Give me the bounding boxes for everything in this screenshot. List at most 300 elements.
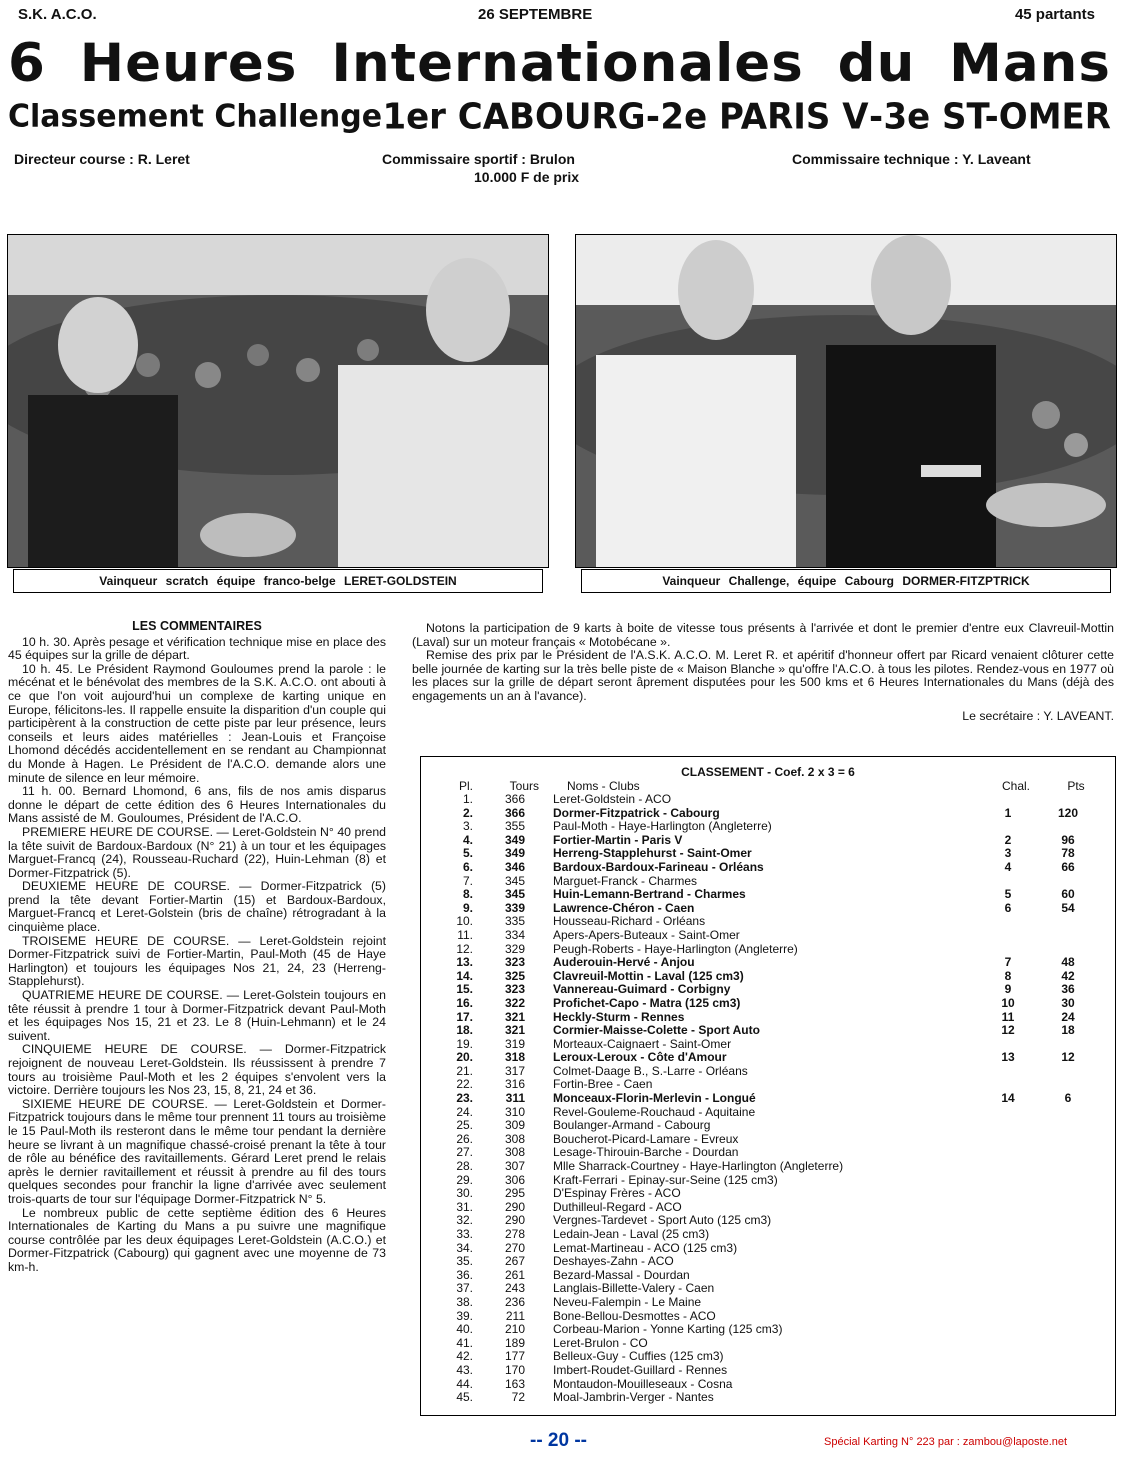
cell-name: Bezard-Massal - Dourdan [553, 1267, 690, 1282]
cell-pts [1033, 875, 1103, 889]
cell-name: Colmet-Daage B., S.-Larre - Orléans [553, 1063, 748, 1078]
cell-chal [983, 1391, 1033, 1405]
cell-pts [1033, 1065, 1103, 1079]
cell-place: 2. [462, 805, 473, 820]
table-row [421, 1323, 1115, 1337]
paragraph: 11 h. 00. Bernard Lhomond, 6 ans, fils de nos amis disparus donne le départ de cette édition des 6 Heures Internationales du Mans assisté de M. Gouloumes, Président de l'A.C.O. [8, 784, 386, 826]
paragraph: 10 h. 30. Après pesage et vérification technique mise en place des 45 équipes sur la grille de départ. [8, 634, 386, 663]
cell-name: Corbeau-Marion - Yonne Karting (125 cm3) [553, 1322, 783, 1337]
cell-tours: 310 [504, 1104, 525, 1119]
table-row [421, 970, 1115, 984]
cell-place: 21. [456, 1063, 473, 1078]
cell-tours: 311 [505, 1091, 525, 1106]
cell-tours: 335 [504, 914, 525, 929]
photo-left-caption: Vainqueur scratch équipe franco-belge LERET-GOLDSTEIN [13, 569, 543, 593]
cell-name: Revel-Gouleme-Rouchaud - Aquitaine [553, 1104, 756, 1119]
cell-tours: 321 [504, 1023, 525, 1038]
table-row [421, 1106, 1115, 1120]
table-row [421, 793, 1115, 807]
table-row [421, 1133, 1115, 1147]
cell-pts [1033, 1038, 1103, 1052]
table-row [421, 1011, 1115, 1025]
paragraph: 10 h. 45. Le Président Raymond Gouloumes prend la parole : le mécénat et le bénévolat des membres de la S.K. A.C.O. ont abouti à ce que l'on voit aujourd'hui un complexe de karting unique en Europe, félicitons-les. Il rappelle ensuite la disparition d'un couple qui participèrent à la construction de cette piste par leur présence, leurs conseils et leurs aides matérielles : Jean-Louis et Françoise Lhomond décédés accidentellement en se rendant au Championnat du Monde à Hagen. Le Président de l'A.C.O. demande alors une minute de silence en leur mémoire. [8, 661, 386, 785]
table-row [421, 1269, 1115, 1283]
table-row [421, 997, 1115, 1011]
cell-place: 11. [457, 927, 473, 942]
page-title [8, 33, 1111, 94]
cell-chal [983, 1078, 1033, 1092]
cell-name: Bardoux-Bardoux-Farineau - Orléans [553, 859, 764, 874]
cell-place: 19. [456, 1036, 473, 1051]
cell-pts [1033, 1378, 1103, 1392]
table-row [421, 820, 1115, 834]
cell-chal: 10 [1001, 995, 1015, 1010]
cell-tours: 295 [504, 1186, 525, 1201]
cell-tours: 366 [504, 792, 525, 806]
photo-challenge-image [576, 235, 1116, 567]
cell-place: 38. [456, 1294, 473, 1309]
cell-tours: 322 [504, 995, 525, 1010]
cell-chal: 2 [1004, 832, 1012, 847]
cell-chal [983, 915, 1033, 929]
cell-name: Herreng-Stapplehurst - Saint-Omer [553, 846, 752, 861]
cell-place: 5. [462, 846, 473, 861]
cell-chal [983, 1160, 1033, 1174]
cell-name: Leret-Brulon - CO [553, 1335, 648, 1350]
cell-pts: 96 [1061, 832, 1075, 847]
col-pts: Pts [1067, 779, 1085, 793]
cell-place: 1. [462, 792, 473, 806]
cell-tours: 308 [504, 1145, 525, 1160]
title-word: du [837, 33, 916, 94]
commentaires-column [8, 620, 386, 1275]
cell-pts [1033, 1296, 1103, 1310]
cell-place: 7. [462, 873, 473, 888]
cell-place: 8. [462, 887, 473, 902]
cell-pts [1033, 915, 1103, 929]
table-row [421, 1024, 1115, 1038]
cell-place: 39. [456, 1308, 473, 1323]
table-row [421, 1310, 1115, 1324]
cell-name: Clavreuil-Mottin - Laval (125 cm3) [553, 968, 744, 983]
table-row [421, 1337, 1115, 1351]
subtitle-second: 2e PARIS V [660, 96, 869, 138]
cell-name: Peugh-Roberts - Haye-Harlington (Angleterre) [553, 941, 798, 956]
cell-pts [1033, 1187, 1103, 1201]
cell-tours: 346 [504, 859, 525, 874]
table-row [421, 1255, 1115, 1269]
cell-tours: 334 [504, 927, 525, 942]
cell-tours: 318 [504, 1050, 525, 1065]
paragraph: Notons la participation de 9 karts à boite de vitesse tous présents à l'arrivée et dont le premier d'entre eux Clavreuil-Mottin (Laval) sur un moteur français « Motobécane ». [412, 621, 1114, 649]
title-word: Heures [79, 33, 298, 94]
cell-tours: 290 [504, 1213, 525, 1228]
cell-name: Fortier-Martin - Paris V [553, 832, 683, 847]
cell-tours: 243 [504, 1281, 525, 1296]
paragraph: DEUXIEME HEURE DE COURSE. — Dormer-Fitzpatrick (5) prend la tête devant Fortier-Martin (15) et Bardoux-Bardoux, Marguet-Francq et Leret-Golstein (bris de chaîne) rétrogradant à la cinquième place. [8, 879, 386, 935]
cell-pts: 48 [1061, 955, 1075, 970]
page-number: -- 20 -- [530, 1430, 587, 1451]
cell-pts [1033, 820, 1103, 834]
cell-tours: 349 [504, 846, 525, 861]
col-tours: Tours [509, 779, 539, 793]
cell-chal [983, 1378, 1033, 1392]
table-row [421, 1391, 1115, 1405]
cell-pts [1033, 1364, 1103, 1378]
cell-chal: 11 [1001, 1009, 1015, 1024]
table-row [421, 983, 1115, 997]
cell-place: 10. [456, 914, 473, 929]
title-word: 6 [8, 33, 46, 94]
cell-chal: 13 [1001, 1050, 1015, 1065]
cell-place: 16. [456, 995, 473, 1010]
cell-place: 4. [462, 832, 473, 847]
footer-credit: Spécial Karting N° 223 par : zambou@laposte.net [824, 1436, 1068, 1448]
cell-pts [1033, 1133, 1103, 1147]
cell-place: 40. [456, 1322, 473, 1337]
cell-chal [983, 1146, 1033, 1160]
cell-pts [1033, 1323, 1103, 1337]
commissaire-technique: Commissaire technique : Y. Laveant [792, 151, 1031, 167]
cell-pts [1033, 1282, 1103, 1296]
table-row [421, 1364, 1115, 1378]
cell-pts: 6 [1064, 1091, 1072, 1106]
cell-chal [983, 1038, 1033, 1052]
cell-chal: 14 [1001, 1091, 1015, 1106]
table-row [421, 915, 1115, 929]
cell-name: Montaudon-Mouilleseaux - Cosna [553, 1376, 733, 1391]
cell-chal [983, 1255, 1033, 1269]
cell-pts [1033, 1078, 1103, 1092]
cell-tours: 319 [504, 1036, 525, 1051]
cell-tours: 316 [504, 1077, 525, 1092]
cell-chal [983, 1174, 1033, 1188]
cell-name: Ledain-Jean - Laval (25 cm3) [553, 1227, 710, 1241]
cell-place: 20. [456, 1050, 473, 1065]
cell-name: Lemat-Martineau - ACO (125 cm3) [553, 1240, 738, 1255]
cell-chal [983, 1106, 1033, 1120]
cell-name: Marguet-Franck - Charmes [553, 873, 698, 888]
cell-chal [983, 1187, 1033, 1201]
table-row [421, 929, 1115, 943]
cell-tours: 308 [504, 1131, 525, 1146]
cell-tours: 210 [504, 1322, 525, 1337]
cell-chal [983, 1119, 1033, 1133]
cell-place: 9. [462, 900, 473, 915]
table-row [421, 1160, 1115, 1174]
cell-chal: 12 [1001, 1023, 1015, 1038]
cell-chal [983, 1228, 1033, 1242]
cell-chal: 6 [1004, 900, 1012, 915]
cell-name: Lesage-Thirouin-Barche - Dourdan [553, 1145, 739, 1160]
notes-column [412, 622, 1114, 723]
cell-tours: 170 [504, 1362, 525, 1377]
cell-name: Leroux-Leroux - Côte d'Amour [553, 1050, 727, 1065]
signature: Le secrétaire : Y. LAVEANT. [962, 708, 1114, 723]
cell-name: Dormer-Fitzpatrick - Cabourg [553, 805, 720, 820]
cell-chal: 3 [1004, 846, 1012, 861]
cell-place: 17. [456, 1009, 473, 1024]
cell-name: Neveu-Falempin - Le Maine [553, 1294, 702, 1309]
cell-place: 41. [456, 1335, 473, 1350]
cell-name: Profichet-Capo - Matra (125 cm3) [553, 995, 741, 1010]
photo-scratch-image [8, 235, 548, 567]
cell-chal: 8 [1004, 968, 1012, 983]
title-word: Internationales [331, 33, 804, 94]
cell-pts [1033, 1228, 1103, 1242]
table-row [421, 943, 1115, 957]
cell-pts [1033, 943, 1103, 957]
cell-place: 15. [456, 982, 473, 997]
cell-name: D'Espinay Frères - ACO [553, 1186, 681, 1201]
cell-pts [1033, 1174, 1103, 1188]
cell-pts: 24 [1061, 1009, 1075, 1024]
cell-place: 3. [462, 819, 473, 834]
cell-name: Paul-Moth - Haye-Harlington (Angleterre) [553, 819, 772, 834]
cell-name: Vannereau-Guimard - Corbigny [553, 982, 731, 997]
paragraph: Le nombreux public de cette septième édition des 6 Heures Internationales de Karting du Mans a pu suivre une magnifique course contrôlée par les deux équipages Leret-Goldstein (A.C.O.) et Dormer-Fitzpatrick (Cabourg) qui gagnent avec une moyenne de 73 km-h. [8, 1205, 386, 1274]
cell-pts: 78 [1061, 846, 1075, 861]
table-row [421, 1296, 1115, 1310]
table-row [421, 1051, 1115, 1065]
cell-place: 32. [456, 1213, 473, 1228]
cell-pts: 42 [1061, 968, 1075, 983]
cell-pts [1033, 929, 1103, 943]
header-partants: 45 partants [1014, 6, 1095, 23]
cell-chal [983, 793, 1033, 807]
subtitle-first: 1er CABOURG [382, 96, 646, 138]
cell-place: 44. [456, 1376, 473, 1391]
cell-pts [1033, 1350, 1103, 1364]
cell-name: Imbert-Roudet-Guillard - Rennes [553, 1362, 728, 1377]
cell-name: Belleux-Guy - Cuffies (125 cm3) [553, 1349, 724, 1364]
cell-tours: 278 [504, 1227, 525, 1241]
cell-place: 27. [456, 1145, 473, 1160]
prize-money: 10.000 F de prix [474, 169, 580, 185]
cell-tours: 339 [504, 900, 525, 915]
cell-place: 31. [456, 1199, 473, 1214]
paragraph: SIXIEME HEURE DE COURSE. — Leret-Goldstein et Dormer-Fitzpatrick toujours dans le même tour prennent 11 tours au troisième le 15 Paul-Moth ils resteront dans le même tour pendant la dernière heure se livrant à un magnifique chassé-croisé prenant la tête à tour de rôle au bénéfice des ravitaillements. Gérard Leret prend le relais après le dernier ravitaillement et réussit à prendre au fil des tours quelques secondes pour franchir la ligne d'arrivée avec seulement trois-quarts de tour sur l'équipage Dormer-Fitzpatrick N° 5. [8, 1096, 386, 1206]
cell-pts: 18 [1061, 1023, 1075, 1038]
cell-tours: 236 [504, 1294, 525, 1309]
cell-name: Moal-Jambrin-Verger - Nantes [553, 1390, 714, 1405]
table-row [421, 1201, 1115, 1215]
photo-right-caption: Vainqueur Challenge, équipe Cabourg DORMER-FITZPTRICK [581, 569, 1111, 593]
cell-pts [1033, 1214, 1103, 1228]
table-row [421, 1242, 1115, 1256]
cell-chal [983, 1269, 1033, 1283]
cell-tours: 306 [504, 1172, 525, 1187]
cell-place: 12. [456, 941, 473, 956]
cell-tours: 290 [504, 1199, 525, 1214]
cell-chal [983, 1201, 1033, 1215]
cell-chal: 1 [1004, 805, 1012, 820]
table-row [421, 1214, 1115, 1228]
cell-tours: 211 [505, 1308, 525, 1323]
title-word: Mans [949, 33, 1111, 94]
cell-tours: 345 [504, 887, 525, 902]
table-row [421, 834, 1115, 848]
subtitle-sep: - [645, 96, 661, 138]
cell-tours: 72 [511, 1390, 525, 1405]
cell-chal [983, 1214, 1033, 1228]
cell-pts: 66 [1061, 859, 1075, 874]
header-date: 26 SEPTEMBRE [478, 6, 593, 23]
cell-tours: 366 [504, 805, 525, 820]
table-row [421, 861, 1115, 875]
cell-place: 30. [456, 1186, 473, 1201]
subtitle-third: 3e ST-OMER [883, 96, 1111, 138]
cell-place: 25. [456, 1118, 473, 1133]
col-noms: Noms - Clubs [567, 779, 640, 793]
cell-tours: 317 [504, 1063, 525, 1078]
cell-pts [1033, 1106, 1103, 1120]
table-row [421, 807, 1115, 821]
cell-chal: 4 [1004, 859, 1012, 874]
table-row [421, 1146, 1115, 1160]
cell-name: Kraft-Ferrari - Epinay-sur-Seine (125 cm3) [553, 1172, 778, 1187]
cell-tours: 329 [504, 941, 525, 956]
cell-tours: 345 [504, 873, 525, 888]
cell-pts [1033, 1310, 1103, 1324]
cell-pts [1033, 1255, 1103, 1269]
paragraph: PREMIERE HEURE DE COURSE. — Leret-Goldstein N° 40 prend la tête suivit de Bardoux-Bardoux (N° 21) à un tour et les équipages Marguet-Francq (24), Rousseau-Ruchard (22), Huin-Lehman (8) et Dormer-Fitzpatrick (5). [8, 824, 386, 880]
page-subtitle [8, 93, 1111, 141]
cell-tours: 270 [504, 1240, 525, 1255]
cell-chal [983, 820, 1033, 834]
cell-tours: 307 [504, 1159, 525, 1174]
cell-pts [1033, 793, 1103, 807]
cell-tours: 323 [504, 955, 525, 970]
table-row [421, 1187, 1115, 1201]
cell-pts [1033, 1146, 1103, 1160]
cell-tours: 323 [504, 982, 525, 997]
classement-title: CLASSEMENT - Coef. 2 x 3 = 6 [681, 765, 855, 779]
commentaires-title: LES COMMENTAIRES [132, 619, 262, 633]
cell-name: Morteaux-Caignaert - Saint-Omer [553, 1036, 732, 1051]
paragraph: QUATRIEME HEURE DE COURSE. — Leret-Golstein toujours en tête réussit à prendre 1 tour à Dormer-Fitzpatrick devant Paul-Moth et les équipages Nos 15, 21 et 23. Le 8 (Huin-Lehmann) et le 24 suivent. [8, 988, 386, 1043]
cell-tours: 177 [504, 1349, 525, 1364]
cell-place: 45. [456, 1390, 473, 1405]
cell-place: 36. [456, 1267, 473, 1282]
cell-chal [983, 1282, 1033, 1296]
cell-name: Auderouin-Hervé - Anjou [553, 955, 695, 970]
table-row [421, 1350, 1115, 1364]
cell-name: Monceaux-Florin-Merlevin - Longué [553, 1091, 756, 1106]
cell-pts [1033, 1242, 1103, 1256]
cell-place: 28. [456, 1159, 473, 1174]
cell-name: Deshayes-Zahn - ACO [553, 1254, 674, 1269]
table-row [421, 875, 1115, 889]
cell-pts: 120 [1057, 805, 1079, 820]
table-row [421, 1065, 1115, 1079]
cell-place: 26. [456, 1131, 473, 1146]
cell-tours: 189 [504, 1335, 525, 1350]
cell-pts [1033, 1391, 1103, 1405]
cell-pts [1033, 1269, 1103, 1283]
cell-name: Lawrence-Chéron - Caen [553, 900, 695, 915]
table-row [421, 1119, 1115, 1133]
cell-pts: 12 [1061, 1050, 1075, 1065]
photo-challenge-winners [575, 234, 1117, 568]
cell-pts [1033, 1119, 1103, 1133]
cell-pts: 54 [1061, 900, 1075, 915]
cell-name: Vergnes-Tardevet - Sport Auto (125 cm3) [553, 1213, 772, 1228]
cell-place: 43. [456, 1362, 473, 1377]
cell-name: Duthilleul-Regard - ACO [553, 1199, 682, 1214]
cell-chal [983, 943, 1033, 957]
cell-name: Langlais-Billette-Valery - Caen [553, 1281, 715, 1296]
cell-tours: 321 [504, 1009, 525, 1024]
table-row [421, 1078, 1115, 1092]
cell-chal [983, 1323, 1033, 1337]
cell-pts: 36 [1061, 982, 1075, 997]
cell-tours: 355 [504, 819, 525, 834]
cell-tours: 325 [504, 968, 525, 983]
cell-chal [983, 1242, 1033, 1256]
table-row [421, 1228, 1115, 1242]
classement-header-row [421, 779, 1115, 793]
cell-chal: 9 [1004, 982, 1012, 997]
table-row [421, 888, 1115, 902]
table-row [421, 1092, 1115, 1106]
table-row [421, 956, 1115, 970]
cell-pts [1033, 1160, 1103, 1174]
cell-place: 42. [456, 1349, 473, 1364]
cell-place: 37. [456, 1281, 473, 1296]
commissaire-sportif: Commissaire sportif : Brulon [382, 151, 575, 167]
cell-name: Apers-Apers-Buteaux - Saint-Omer [553, 927, 740, 942]
cell-place: 6. [462, 859, 473, 874]
cell-place: 35. [456, 1254, 473, 1269]
table-row [421, 1174, 1115, 1188]
cell-name: Boucherot-Picard-Lamare - Evreux [553, 1131, 739, 1146]
subtitle-challenge: Classement Challenge [8, 98, 383, 135]
cell-chal [983, 1350, 1033, 1364]
table-row [421, 1378, 1115, 1392]
cell-tours: 261 [504, 1267, 525, 1282]
cell-tours: 267 [504, 1254, 525, 1269]
cell-tours: 309 [504, 1118, 525, 1133]
paragraph: TROISEME HEURE DE COURSE. — Leret-Goldstein rejoint Dormer-Fitzpatrick suivi de Fortier-Martin, Paul-Moth (45 de Haye Harlington) et toujours les équipages Nos 21, 24, 23 (Herreng-Stapplehurst). [8, 933, 386, 989]
classement-rows [421, 793, 1115, 1405]
cell-chal [983, 1337, 1033, 1351]
cell-name: Bone-Bellou-Desmottes - ACO [553, 1308, 716, 1323]
cell-tours: 163 [504, 1376, 525, 1391]
cell-place: 18. [456, 1023, 473, 1038]
directeur-course: Directeur course : R. Leret [14, 151, 190, 167]
table-row [421, 902, 1115, 916]
cell-name: Fortin-Bree - Caen [553, 1077, 653, 1092]
subtitle-sep: - [868, 96, 884, 138]
cell-place: 14. [456, 968, 473, 983]
cell-chal [983, 1364, 1033, 1378]
table-row [421, 847, 1115, 861]
cell-tours: 349 [504, 832, 525, 847]
cell-name: Mlle Sharrack-Courtney - Haye-Harlington (Angleterre) [553, 1159, 844, 1174]
cell-pts: 30 [1061, 995, 1075, 1010]
cell-place: 33. [456, 1227, 473, 1241]
photo-scratch-winners [7, 234, 549, 568]
cell-chal [983, 1310, 1033, 1324]
cell-place: 22. [456, 1077, 473, 1092]
cell-place: 34. [456, 1240, 473, 1255]
cell-chal [983, 1296, 1033, 1310]
table-row [421, 1038, 1115, 1052]
cell-place: 24. [456, 1104, 473, 1119]
col-pl: Pl. [458, 779, 473, 793]
cell-chal [983, 875, 1033, 889]
